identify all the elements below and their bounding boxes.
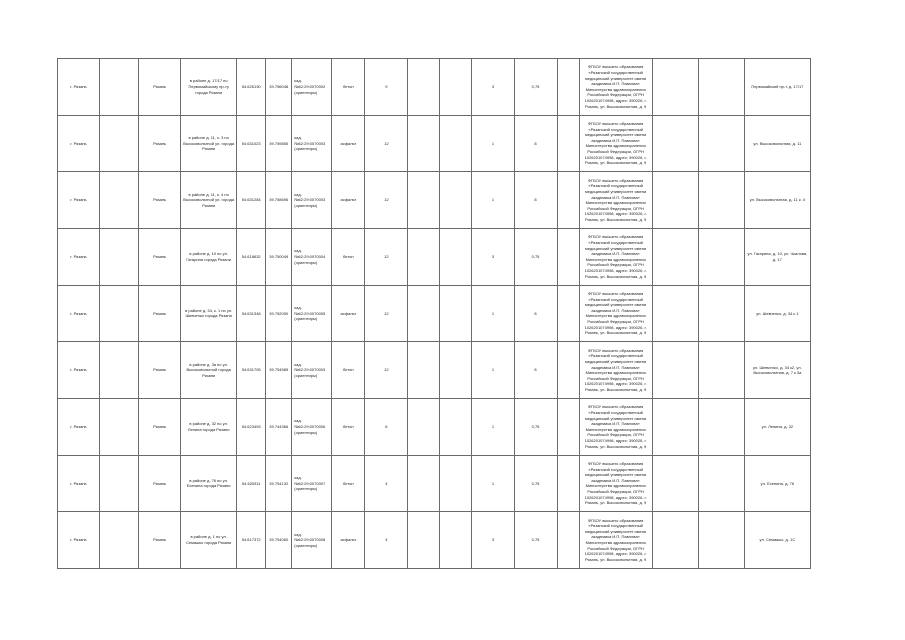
volume-cell: 8: [514, 285, 557, 342]
surface-cell: бетон: [332, 59, 365, 116]
area-cell: 12: [365, 285, 408, 342]
empty-cell: [408, 228, 440, 285]
volume-cell: 0,75: [514, 398, 557, 455]
containers-cell: 3: [472, 228, 514, 285]
longitude-cell: 39.756048: [266, 59, 292, 116]
settlement-cell: г. Рязань: [58, 115, 100, 172]
empty-cell: [100, 228, 139, 285]
settlement-cell: г. Рязань: [58, 512, 100, 569]
empty-cell: [652, 342, 698, 399]
location-cell: в районе д. 76 по ул. Есенина города Рязани: [181, 455, 237, 512]
city-cell: Рязань: [139, 455, 181, 512]
city-cell: Рязань: [139, 59, 181, 116]
empty-cell: [408, 172, 440, 229]
owner-cell: ФГБОУ высшего образования «Рязанский государственный медицинский университет имени академика И.П. Павлова» Министерства здравоохранения Российской Федерации, ОГРН 1026201074998, адрес: 390026, г. Рязань, ул. Высоковольтная, д. 9: [579, 455, 652, 512]
latitude-cell: 54.631705: [237, 342, 266, 399]
latitude-cell: 54.618632: [237, 228, 266, 285]
table-row: [58, 342, 811, 399]
empty-cell: [440, 59, 472, 116]
table-row: [58, 398, 811, 455]
city-cell: Рязань: [139, 285, 181, 342]
table-row: [58, 455, 811, 512]
longitude-cell: 39.754060: [266, 512, 292, 569]
source-cell: ул. Шевченко, д. 34 к 1: [744, 285, 810, 342]
empty-cell: [698, 115, 744, 172]
empty-cell: [440, 228, 472, 285]
empty-cell: [557, 228, 579, 285]
table-row: [58, 172, 811, 229]
settlement-cell: г. Рязань: [58, 342, 100, 399]
owner-cell: ФГБОУ высшего образования «Рязанский государственный медицинский университет имени академика И.П. Павлова» Министерства здравоохранения Российской Федерации, ОГРН 1026201074998, адрес: 390026, г. Рязань, ул. Высоковольтная, д. 9: [579, 512, 652, 569]
empty-cell: [100, 115, 139, 172]
containers-cell: 3: [472, 512, 514, 569]
owner-cell: ФГБОУ высшего образования «Рязанский государственный медицинский университет имени академика И.П. Павлова» Министерства здравоохранения Российской Федерации, ОГРН 1026201074998, адрес: 390026, г. Рязань, ул. Высоковольтная, д. 9: [579, 285, 652, 342]
empty-cell: [440, 455, 472, 512]
area-cell: 12: [365, 342, 408, 399]
empty-cell: [408, 455, 440, 512]
containers-cell: 1: [472, 115, 514, 172]
empty-cell: [440, 398, 472, 455]
longitude-cell: 39.752090: [266, 285, 292, 342]
cadastral-cell: кад.№62:29:0070003 (ориентиры): [292, 115, 332, 172]
empty-cell: [557, 512, 579, 569]
area-cell: 4: [365, 455, 408, 512]
volume-cell: 0,75: [514, 59, 557, 116]
source-cell: ул. Гагарина, д. 10, ул. Чкалова, д. 17: [744, 228, 810, 285]
empty-cell: [408, 398, 440, 455]
empty-cell: [440, 342, 472, 399]
latitude-cell: 54.631284: [237, 172, 266, 229]
surface-cell: асфальт: [332, 172, 365, 229]
empty-cell: [652, 398, 698, 455]
city-cell: Рязань: [139, 398, 181, 455]
location-cell: в районе д. 17/17 по Первомайскому пр-ту города Рязани: [181, 59, 237, 116]
empty-cell: [557, 285, 579, 342]
surface-cell: бетон: [332, 398, 365, 455]
empty-cell: [100, 455, 139, 512]
empty-cell: [652, 59, 698, 116]
cadastral-cell: кад.№62:29:0070008 (ориентиры): [292, 512, 332, 569]
location-cell: в районе д. 11, к. 3 по Высоковольтной ул. города Рязани: [181, 115, 237, 172]
empty-cell: [408, 285, 440, 342]
location-cell: в районе д. 1 по ул. Семашко города Рязани: [181, 512, 237, 569]
cadastral-cell: кад.№62:29:0070003 (ориентиры): [292, 342, 332, 399]
owner-cell: ФГБОУ высшего образования «Рязанский государственный медицинский университет имени академика И.П. Павлова» Министерства здравоохранения Российской Федерации, ОГРН 1026201074998, адрес: 390026, г. Рязань, ул. Высоковольтная, д. 9: [579, 115, 652, 172]
empty-cell: [440, 285, 472, 342]
longitude-cell: 39.759855: [266, 115, 292, 172]
volume-cell: 8: [514, 172, 557, 229]
empty-cell: [100, 342, 139, 399]
empty-cell: [698, 172, 744, 229]
latitude-cell: 54.623493: [237, 398, 266, 455]
empty-cell: [698, 455, 744, 512]
empty-cell: [652, 285, 698, 342]
table-row: [58, 59, 811, 116]
empty-cell: [698, 398, 744, 455]
latitude-cell: 54.620511: [237, 455, 266, 512]
surface-cell: асфальт: [332, 285, 365, 342]
area-cell: 12: [365, 115, 408, 172]
volume-cell: 0,75: [514, 455, 557, 512]
source-cell: ул. Шевченко, д. 34 к2, ул. Высоковольтная, д. 7 к 3а: [744, 342, 810, 399]
empty-cell: [557, 172, 579, 229]
location-cell: в районе д. 3а по ул. Высоковольтной города Рязани: [181, 342, 237, 399]
volume-cell: 0,75: [514, 512, 557, 569]
latitude-cell: 54.631023: [237, 115, 266, 172]
surface-cell: бетон: [332, 342, 365, 399]
longitude-cell: 39.754132: [266, 455, 292, 512]
source-cell: ул. Есенина, д. 76: [744, 455, 810, 512]
owner-cell: ФГБОУ высшего образования «Рязанский государственный медицинский университет имени академика И.П. Павлова» Министерства здравоохранения Российской Федерации, ОГРН 1026201074998, адрес: 390026, г. Рязань, ул. Высоковольтная, д. 9: [579, 342, 652, 399]
empty-cell: [652, 228, 698, 285]
volume-cell: 8: [514, 115, 557, 172]
table-row: [58, 228, 811, 285]
location-cell: в районе д. 32 по ул. Ленина города Рязани: [181, 398, 237, 455]
waste-sites-table: [57, 58, 811, 569]
empty-cell: [557, 398, 579, 455]
empty-cell: [698, 228, 744, 285]
empty-cell: [440, 512, 472, 569]
empty-cell: [557, 59, 579, 116]
empty-cell: [100, 172, 139, 229]
owner-cell: ФГБОУ высшего образования «Рязанский государственный медицинский университет имени академика И.П. Павлова» Министерства здравоохранения Российской Федерации, ОГРН 1026201074998, адрес: 390026, г. Рязань, ул. Высоковольтная, д. 9: [579, 398, 652, 455]
surface-cell: асфальт: [332, 115, 365, 172]
empty-cell: [408, 115, 440, 172]
table-row: [58, 285, 811, 342]
empty-cell: [100, 512, 139, 569]
containers-cell: 1: [472, 172, 514, 229]
longitude-cell: 39.758696: [266, 172, 292, 229]
empty-cell: [100, 59, 139, 116]
source-cell: ул. Ленина, д. 32: [744, 398, 810, 455]
cadastral-cell: кад.№62:29:0070002 (ориентиры): [292, 59, 332, 116]
source-cell: ул. Высоковольтная, д. 11: [744, 115, 810, 172]
owner-cell: ФГБОУ высшего образования «Рязанский государственный медицинский университет имени академика И.П. Павлова» Министерства здравоохранения Российской Федерации, ОГРН 1026201074998, адрес: 390026, г. Рязань, ул. Высоковольтная, д. 9: [579, 228, 652, 285]
empty-cell: [652, 172, 698, 229]
empty-cell: [557, 115, 579, 172]
latitude-cell: 54.626130: [237, 59, 266, 116]
city-cell: Рязань: [139, 512, 181, 569]
area-cell: 6: [365, 398, 408, 455]
empty-cell: [698, 59, 744, 116]
city-cell: Рязань: [139, 342, 181, 399]
settlement-cell: г. Рязань: [58, 285, 100, 342]
city-cell: Рязань: [139, 172, 181, 229]
latitude-cell: 54.631348: [237, 285, 266, 342]
empty-cell: [652, 512, 698, 569]
empty-cell: [100, 285, 139, 342]
latitude-cell: 54.617372: [237, 512, 266, 569]
longitude-cell: 39.744366: [266, 398, 292, 455]
empty-cell: [408, 342, 440, 399]
empty-cell: [652, 455, 698, 512]
empty-cell: [408, 512, 440, 569]
settlement-cell: г. Рязань: [58, 59, 100, 116]
empty-cell: [440, 115, 472, 172]
area-cell: 12: [365, 172, 408, 229]
longitude-cell: 39.754585: [266, 342, 292, 399]
surface-cell: бетон: [332, 228, 365, 285]
volume-cell: 8: [514, 342, 557, 399]
empty-cell: [698, 512, 744, 569]
surface-cell: бетон: [332, 455, 365, 512]
area-cell: 12: [365, 228, 408, 285]
containers-cell: 1: [472, 398, 514, 455]
owner-cell: ФГБОУ высшего образования «Рязанский государственный медицинский университет имени академика И.П. Павлова» Министерства здравоохранения Российской Федерации, ОГРН 1026201074998, адрес: 390026, г. Рязань, ул. Высоковольтная, д. 9: [579, 172, 652, 229]
empty-cell: [557, 342, 579, 399]
area-cell: 4: [365, 512, 408, 569]
empty-cell: [698, 342, 744, 399]
longitude-cell: 39.750049: [266, 228, 292, 285]
containers-cell: 1: [472, 342, 514, 399]
settlement-cell: г. Рязань: [58, 398, 100, 455]
location-cell: в районе д. 11, к. 4 по Высоковольтной ул. города Рязани: [181, 172, 237, 229]
cadastral-cell: кад.№62:29:0070005 (ориентиры): [292, 285, 332, 342]
empty-cell: [408, 59, 440, 116]
table-row: [58, 115, 811, 172]
location-cell: в районе д. 34, к. 1 по ул. Шевченко города Рязани: [181, 285, 237, 342]
containers-cell: 1: [472, 285, 514, 342]
surface-cell: асфальт: [332, 512, 365, 569]
city-cell: Рязань: [139, 115, 181, 172]
empty-cell: [652, 115, 698, 172]
owner-cell: ФГБОУ высшего образования «Рязанский государственный медицинский университет имени академика И.П. Павлова» Министерства здравоохранения Российской Федерации, ОГРН 1026201074998, адрес: 390026, г. Рязань, ул. Высоковольтная, д. 9: [579, 59, 652, 116]
cadastral-cell: кад.№62:29:0070003 (ориентиры): [292, 172, 332, 229]
source-cell: Первомайский пр-т, д. 17/17: [744, 59, 810, 116]
settlement-cell: г. Рязань: [58, 172, 100, 229]
table-row: [58, 512, 811, 569]
settlement-cell: г. Рязань: [58, 228, 100, 285]
settlement-cell: г. Рязань: [58, 455, 100, 512]
source-cell: ул. Высоковольтная, д. 11 к. 4: [744, 172, 810, 229]
source-cell: ул. Семашко, д. 1С: [744, 512, 810, 569]
location-cell: в районе д. 10 по ул. Гагарина города Рязани: [181, 228, 237, 285]
cadastral-cell: кад.№62:29:0070007 (ориентиры): [292, 455, 332, 512]
volume-cell: 0,75: [514, 228, 557, 285]
empty-cell: [557, 455, 579, 512]
empty-cell: [100, 398, 139, 455]
empty-cell: [440, 172, 472, 229]
city-cell: Рязань: [139, 228, 181, 285]
cadastral-cell: кад.№62:29:0070004 (ориентиры): [292, 228, 332, 285]
cadastral-cell: кад.№62:29:0070006 (ориентиры): [292, 398, 332, 455]
containers-cell: 1: [472, 455, 514, 512]
containers-cell: 3: [472, 59, 514, 116]
area-cell: 9: [365, 59, 408, 116]
empty-cell: [698, 285, 744, 342]
